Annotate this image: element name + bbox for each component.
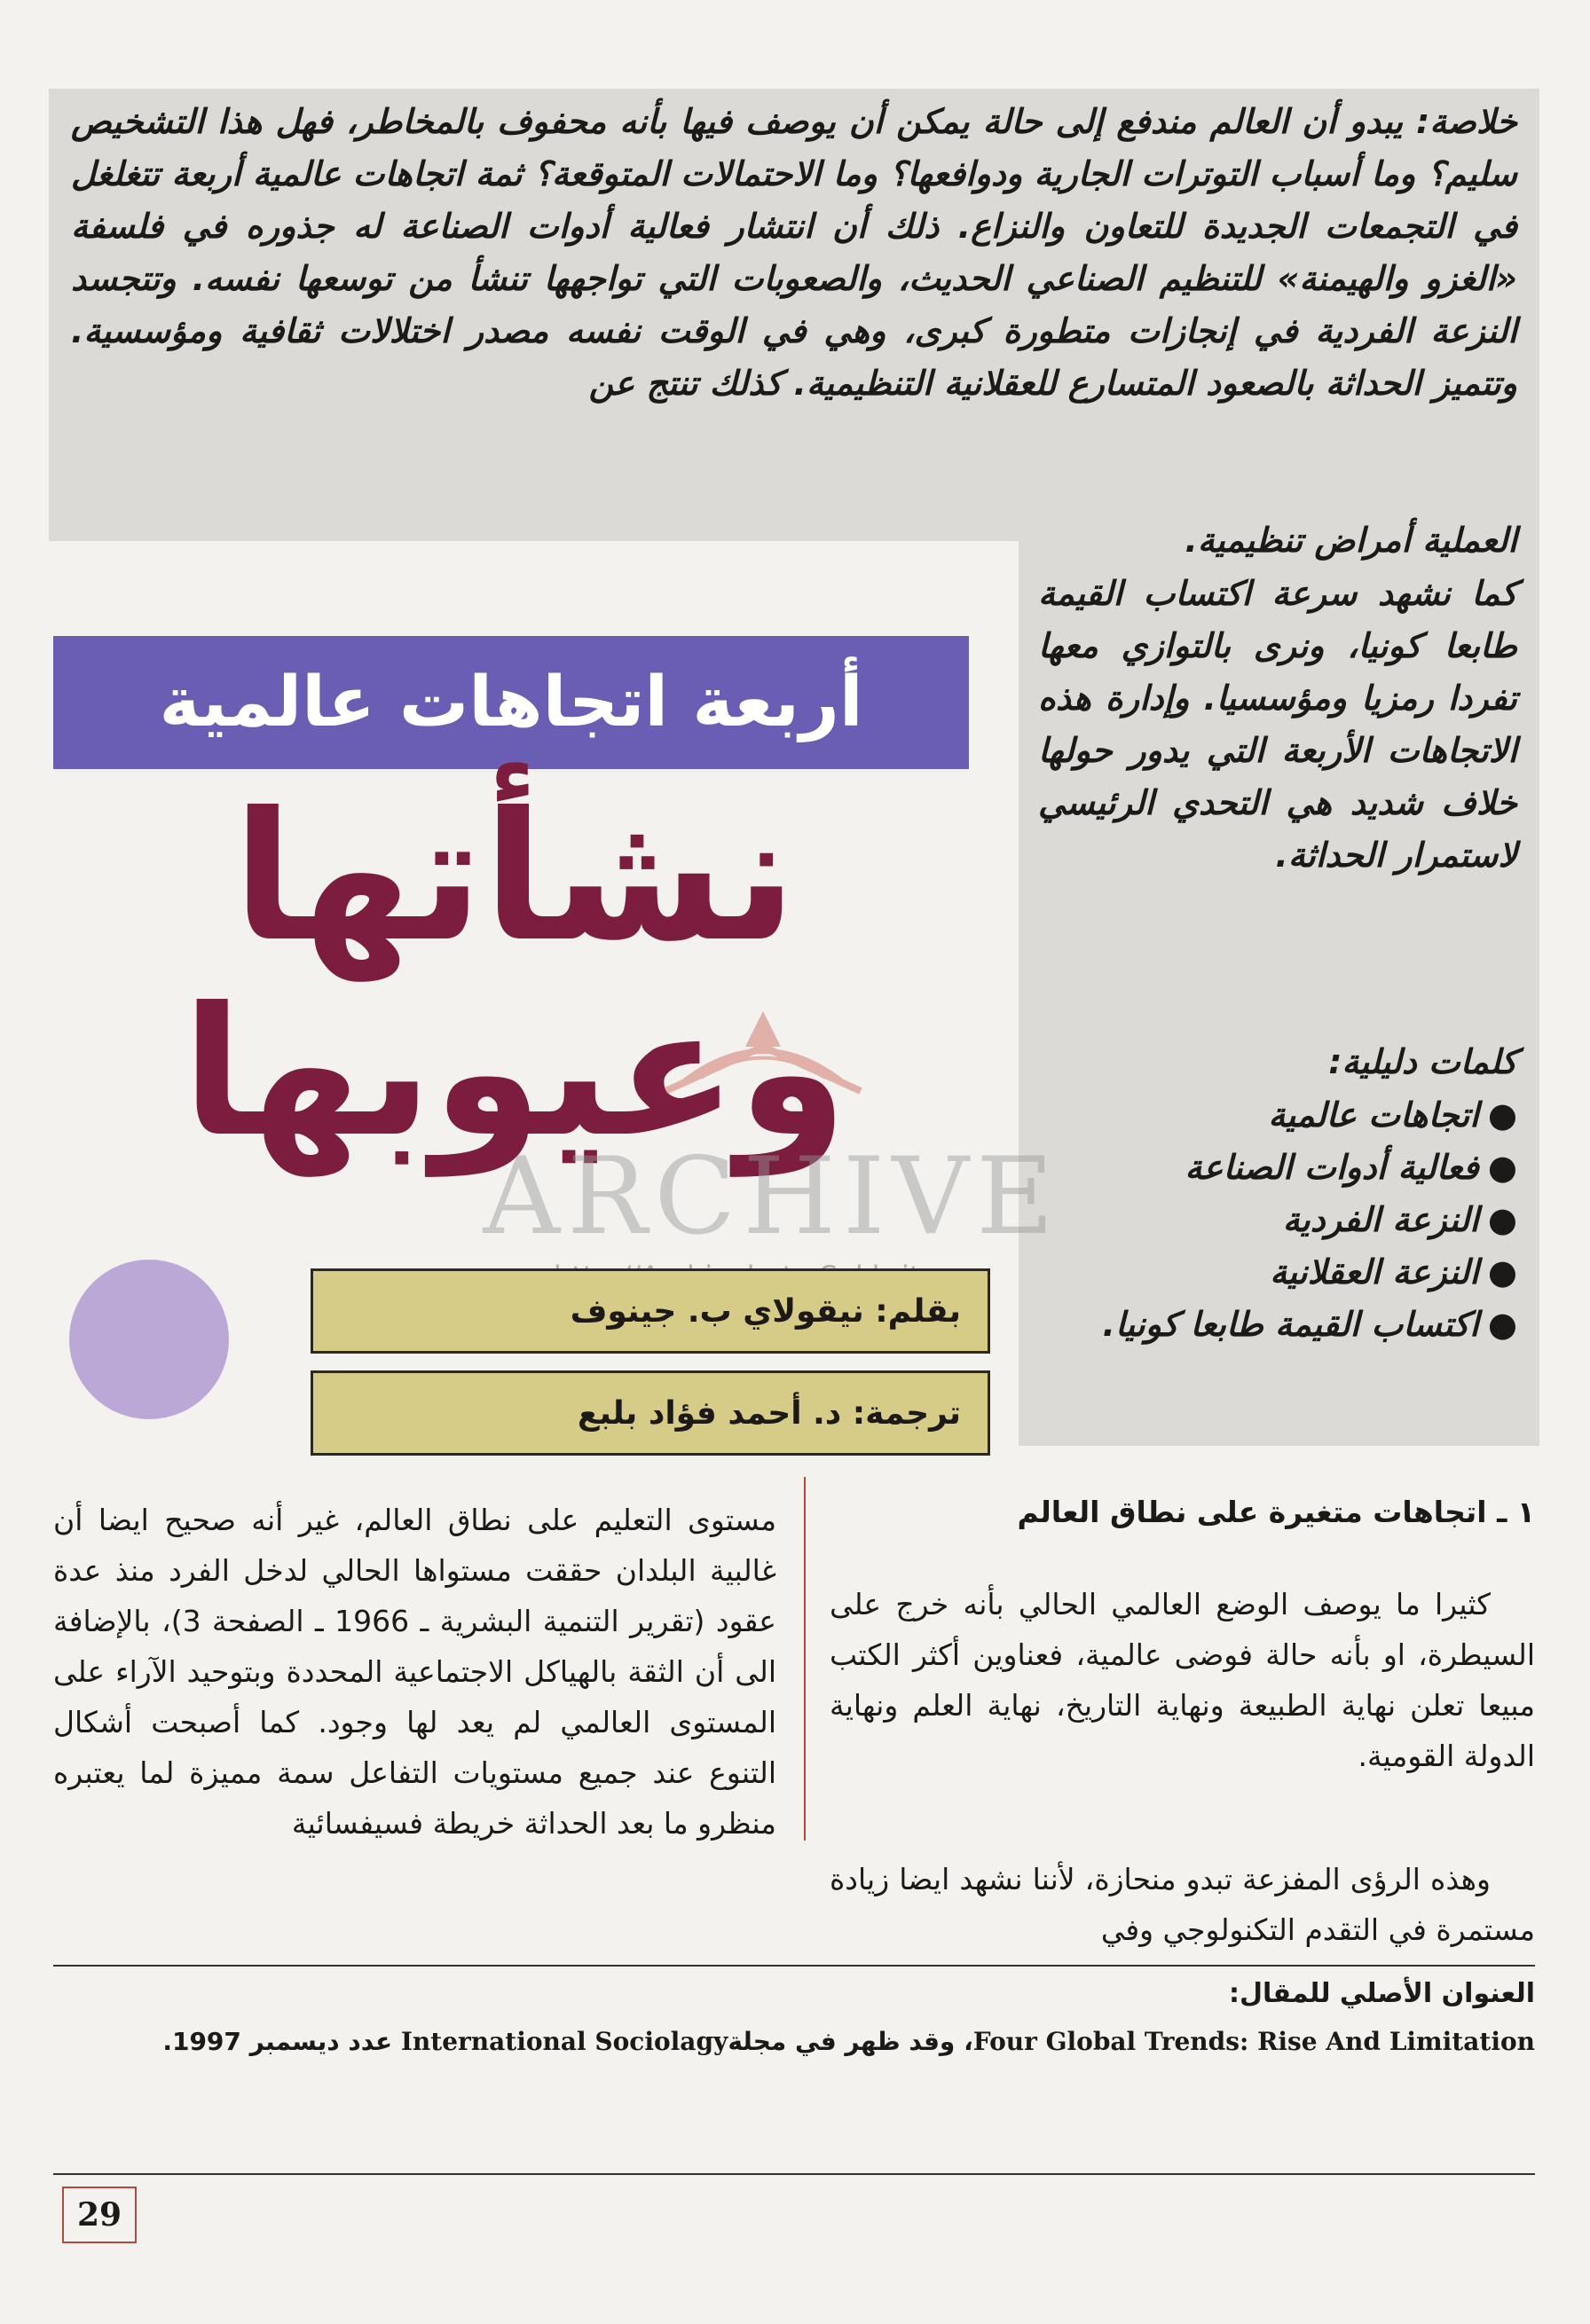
column-divider bbox=[804, 1477, 806, 1841]
original-title-label: العنوان الأصلي للمقال: bbox=[1228, 1978, 1535, 2009]
original-title-en: Four Global Trends: Rise And Limitation bbox=[972, 2027, 1535, 2056]
keyword-item: ●اكتساب القيمة طابعا كونيا. bbox=[1102, 1305, 1517, 1344]
title-kicker: أربعة اتجاهات عالمية bbox=[159, 663, 863, 742]
body-paragraph: وهذه الرؤى المفزعة تبدو منحازة، لأننا نشهد ايضا زيادة مستمرة في التقدم التكنولوجي وفي bbox=[830, 1862, 1535, 1947]
bullet-icon: ● bbox=[1487, 1148, 1517, 1187]
headline-line-2: وعيوبها bbox=[181, 970, 848, 1176]
bullet-icon: ● bbox=[1487, 1095, 1517, 1135]
body-paragraph-left-column: مستوى التعليم على نطاق العالم، غير أنه صحيح ايضا أن غالبية البلدان حققت مستواها الحالي لدخل الفرد منذ عدة عقود (تقرير التنمية البشرية ـ 1966 ـ الصفحة 3)، بالإضافة الى أن الثقة بالهياكل الاجتماعية المحددة وبتوحيد الآراء على المستوى العالمي لم يعد لها وجود. كما أصبحت أشكال التنوع عند جميع مستويات التفاعل سمة مميزة لما يعتبره منظرو ما بعد الحداثة خريطة فسيفسائية bbox=[53, 1503, 776, 1841]
body-paragraph: كثيرا ما يوصف الوضع العالمي الحالي بأنه خرج على السيطرة، او بأنه حالة فوضى عالمية، فعناوين أكثر الكتب مبيعا تعلن نهاية الطبيعة ونهاية التاريخ، نهاية العلم ونهاية الدولة القومية. bbox=[830, 1587, 1535, 1773]
footer-divider bbox=[53, 1965, 1535, 1967]
archive-logo-icon bbox=[648, 993, 878, 1118]
bottom-divider bbox=[53, 2173, 1535, 2175]
bullet-icon: ● bbox=[1487, 1200, 1517, 1239]
bullet-icon: ● bbox=[1487, 1252, 1517, 1292]
abstract-paragraph-side: كما نشهد سرعة اكتساب القيمة طابعا كونيا، ونرى بالتوازي معها تفردا رمزيا ومؤسسيا. وإدارة هذه الاتجاهات الأربعة التي يدور حولها خلاف شديد هي التحدي الرئيسي لاستمرار الحداثة. bbox=[1038, 574, 1517, 875]
journal-name: International Sociolagy bbox=[400, 2027, 728, 2056]
watermark-text: ARCHIVE bbox=[483, 1135, 1061, 1259]
title-kicker-band bbox=[53, 636, 969, 769]
keyword-item: ●النزعة العقلانية bbox=[1270, 1252, 1517, 1292]
bullet-icon: ● bbox=[1487, 1305, 1517, 1344]
keyword-item: ●فعالية أدوات الصناعة bbox=[1185, 1148, 1517, 1187]
original-title-citation: Four Global Trends: Rise And Limitation، وقد ظهر في مجلةInternational Sociolagy عدد ديسمبر 1997. bbox=[162, 2027, 1535, 2056]
section-heading: ١ ـ اتجاهات متغيرة على نطاق العالم bbox=[1017, 1495, 1535, 1529]
abstract-paragraph: خلاصة: يبدو أن العالم مندفع إلى حالة يمكن أن يوصف فيها بأنه محفوف بالمخاطر، فهل هذا التشخيص سليم؟ وما أسباب التوترات الجارية ودوافعها؟ وما الاحتمالات المتوقعة؟ ثمة اتجاهات عالمية أربعة تتغلغل في التجمعات الجديدة للتعاون والنزاع. ذلك أن انتشار فعالية أدوات الصناعة له جذوره في فلسفة «الغزو والهيمنة» للتنظيم الصناعي الحديث، والصعوبات التي تواجهها تنشأ من توسعها نفسه. وتتجسد النزعة الفردية في إنجازات متطورة كبرى، وهي في الوقت نفسه مصدر اختلالات ثقافية ومؤسسية. وتتميز الحداثة بالصعود المتسارع للعقلانية التنظيمية. كذلك تنتج عن bbox=[71, 102, 1517, 403]
abstract-paragraph-continued: العملية أمراض تنظيمية. bbox=[1185, 521, 1517, 560]
keyword-item: ●النزعة الفردية bbox=[1282, 1200, 1517, 1239]
headline-line-1: نشأتها bbox=[232, 774, 797, 981]
decorative-circle bbox=[69, 1260, 229, 1419]
keyword-item: ●اتجاهات عالمية bbox=[1268, 1095, 1517, 1135]
author-credit: بقلم: نيقولاي ب. جينوف bbox=[311, 1268, 990, 1354]
translator-credit: ترجمة: د. أحمد فؤاد بلبع bbox=[311, 1370, 990, 1456]
page-number: 29 bbox=[62, 2187, 137, 2243]
keywords-title: كلمات دليلية: bbox=[1328, 1042, 1517, 1081]
